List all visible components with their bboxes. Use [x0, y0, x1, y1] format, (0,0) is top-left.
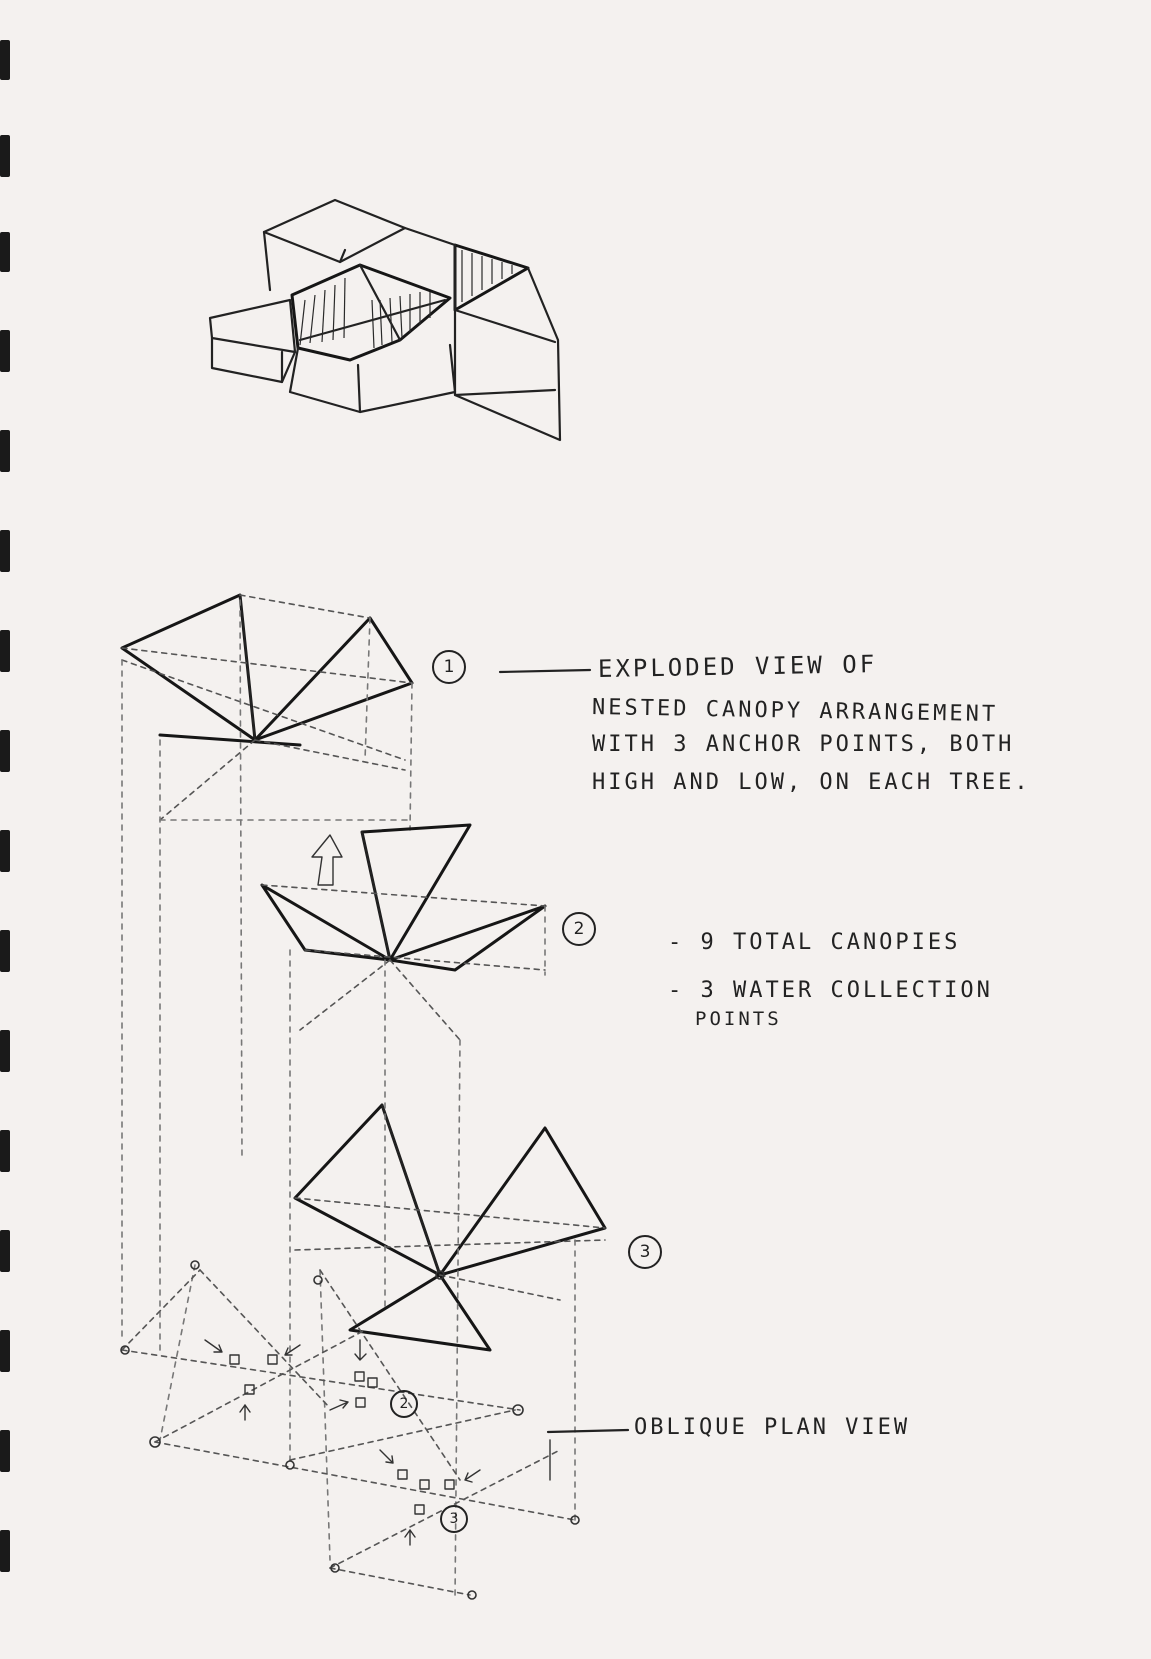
callout-1-line-4: HIGH AND LOW, ON EACH TREE.: [592, 770, 1031, 795]
canopy-layer-2: [262, 825, 545, 1040]
callout-2-note-2: - 3 WATER COLLECTION: [668, 978, 993, 1003]
plan-number-2: 2: [390, 1390, 418, 1418]
callout-1-line-1: EXPLODED VIEW OF: [597, 650, 878, 683]
callout-1-line-3: WITH 3 ANCHOR POINTS, BOTH: [592, 732, 1015, 757]
canopy-layer-1: [122, 595, 412, 830]
oblique-plan: [121, 1261, 579, 1599]
callout-number-1: 1: [432, 650, 466, 684]
canopy-layer-3: [295, 1105, 605, 1350]
leader-line-1: [500, 670, 590, 672]
plan-number-3: 3: [440, 1505, 468, 1533]
oblique-plan-label: OBLIQUE PLAN VIEW: [634, 1415, 911, 1440]
vertical-guide-lines: [122, 600, 575, 1600]
callout-number-2: 2: [562, 912, 596, 946]
top-perspective-sketch: [210, 200, 560, 440]
callout-number-3: 3: [628, 1235, 662, 1269]
callout-2-note-3: POINTS: [695, 1008, 782, 1030]
callout-1-line-2: NESTED CANOPY ARRANGEMENT: [591, 695, 999, 728]
leader-line-oblique: [548, 1430, 628, 1432]
callout-2-note-1: - 9 TOTAL CANOPIES: [668, 930, 961, 955]
